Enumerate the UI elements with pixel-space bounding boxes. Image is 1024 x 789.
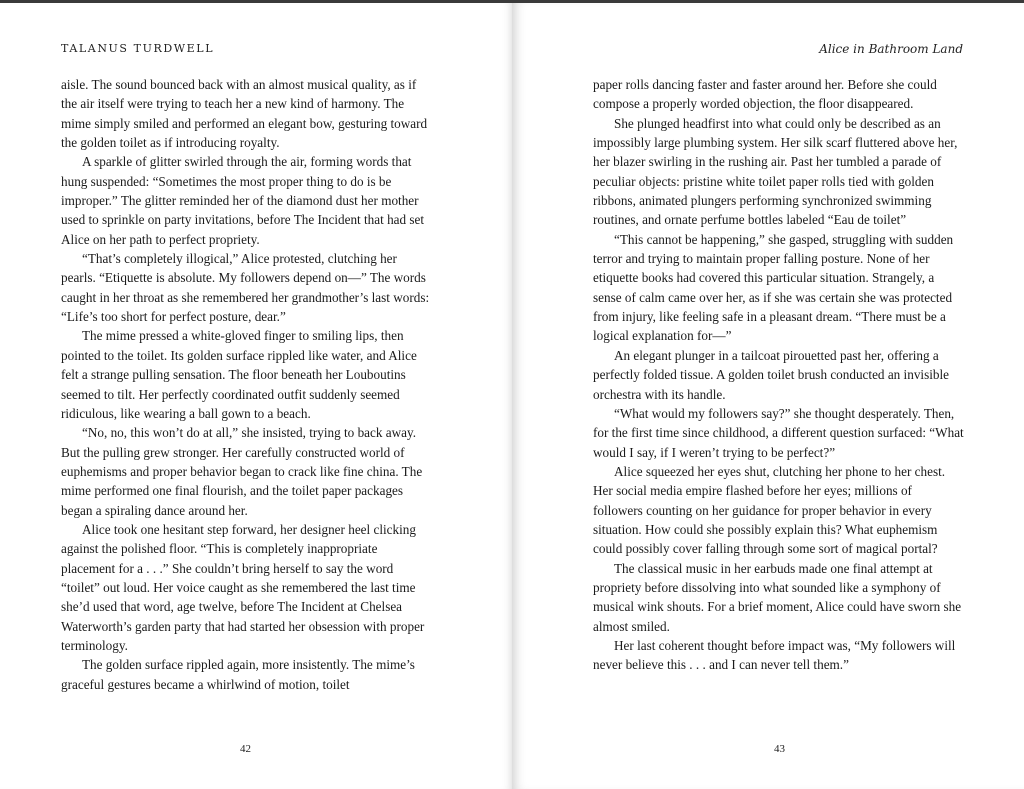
left-text-block — [61, 75, 433, 694]
page-number: 43 — [774, 743, 785, 755]
paragraph: An elegant plunger in a tailcoat pirouetted past her, offering a perfectly folded tissue. A golden toilet brush conducted an invisible orchestra with its handle. — [593, 347, 949, 402]
paragraph: She plunged headfirst into what could only be described as an impossibly large plumbing system. Her silk scarf fluttered above her, her blazer swirling in the rushing air. Past her tumbled a parade of peculiar objects: pristine white toilet paper rolls tied with golden ribbons, animated plungers performing synchronized swimming routines, and ornate perfume bottles labeled “Eau de toilet” — [593, 115, 958, 228]
paragraph: Her last coherent thought before impact was, “My followers will never believe this . . . and I can never tell them.” — [593, 637, 956, 673]
running-head-author: TALANUS TURDWELL — [61, 42, 215, 55]
paragraph: “This cannot be happening,” she gasped, struggling with sudden terror and trying to maintain proper falling posture. None of her etiquette books had covered this particular situation. Strangely, a sense of calm came over her, as if she was certain she was protected from injury, like feeling safe in a pleasant dream. “There must be a logical explanation for—” — [593, 231, 954, 344]
paragraph: “That’s completely illogical,” Alice protested, clutching her pearls. “Etiquette is absolute. My followers depend on—” The words caught in her throat as she remembered her grandmother’s last words: “Life’s too short for perfect posture, dear.” — [61, 251, 430, 325]
paragraph: “No, no, this won’t do at all,” she insisted, trying to back away. But the pulling grew stronger. Her carefully constructed world of euphemisms and proper behavior began to crack like fine china. The mime performed one final flourish, and the toilet paper packages began a spiraling dance around her. — [61, 425, 423, 518]
paragraph: paper rolls dancing faster and faster around her. Before she could compose a properly worded objection, the floor disappeared. — [593, 77, 937, 112]
right-page — [512, 3, 1024, 789]
paragraph: “What would my followers say?” she thought desperately. Then, for the first time since childhood, a different question surfaced: “What would I say, if I weren’t trying to be perfect?” — [593, 405, 964, 460]
paragraph: Alice squeezed her eyes shut, clutching her phone to her chest. Her social media empire flashed before her eyes; millions of followers counting on her guidance for proper behavior in every situation. How could she possibly explain this? What euphemism could possibly cover falling through some sort of magical portal? — [593, 463, 946, 557]
paragraph: The golden surface rippled again, more insistently. The mime’s graceful gestures became a whirlwind of motion, toilet — [61, 657, 415, 692]
paragraph: The classical music in her earbuds made one final attempt at propriety before dissolving into what sounded like a symphony of musical wink shouts. For a brief moment, Alice could have sworn she almost smiled. — [593, 560, 962, 634]
paragraph: Alice took one hesitant step forward, her designer heel clicking against the polished floor. “This is completely inappropriate placement for a . . .” She couldn’t bring herself to say the word “toilet” out loud. Her voice caught as she remembered the last time she’d used that word, age twelve, before The Incident at Chelsea Waterworth’s garden party that had started her obsession with proper terminology. — [61, 521, 425, 653]
page-number: 42 — [240, 743, 251, 755]
right-text-block — [593, 75, 965, 675]
paragraph: A sparkle of glitter swirled through the air, forming words that hung suspended: “Sometimes the most proper thing to do is be improper.” The glitter reminded her of the diamond dust her mother used to sprinkle on party invitations, before The Incident that had set Alice on her path to perfect propriety. — [61, 154, 425, 247]
paragraph: aisle. The sound bounced back with an almost musical quality, as if the air itself were trying to teach her a new kind of harmony. The mime simply smiled and performed an elegant bow, gesturing toward the golden toilet as if introducing royalty. — [61, 77, 428, 151]
left-page — [0, 3, 512, 789]
paragraph: The mime pressed a white-gloved finger to smiling lips, then pointed to the toilet. Its golden surface rippled like water, and Alice felt a strange pulling sensation. The floor beneath her Louboutins seemed to tilt. Her perfectly coordinated outfit suddenly seemed ridiculous, like wearing a ball gown to a beach. — [61, 328, 417, 421]
running-head-title: Alice in Bathroom Land — [819, 42, 963, 56]
